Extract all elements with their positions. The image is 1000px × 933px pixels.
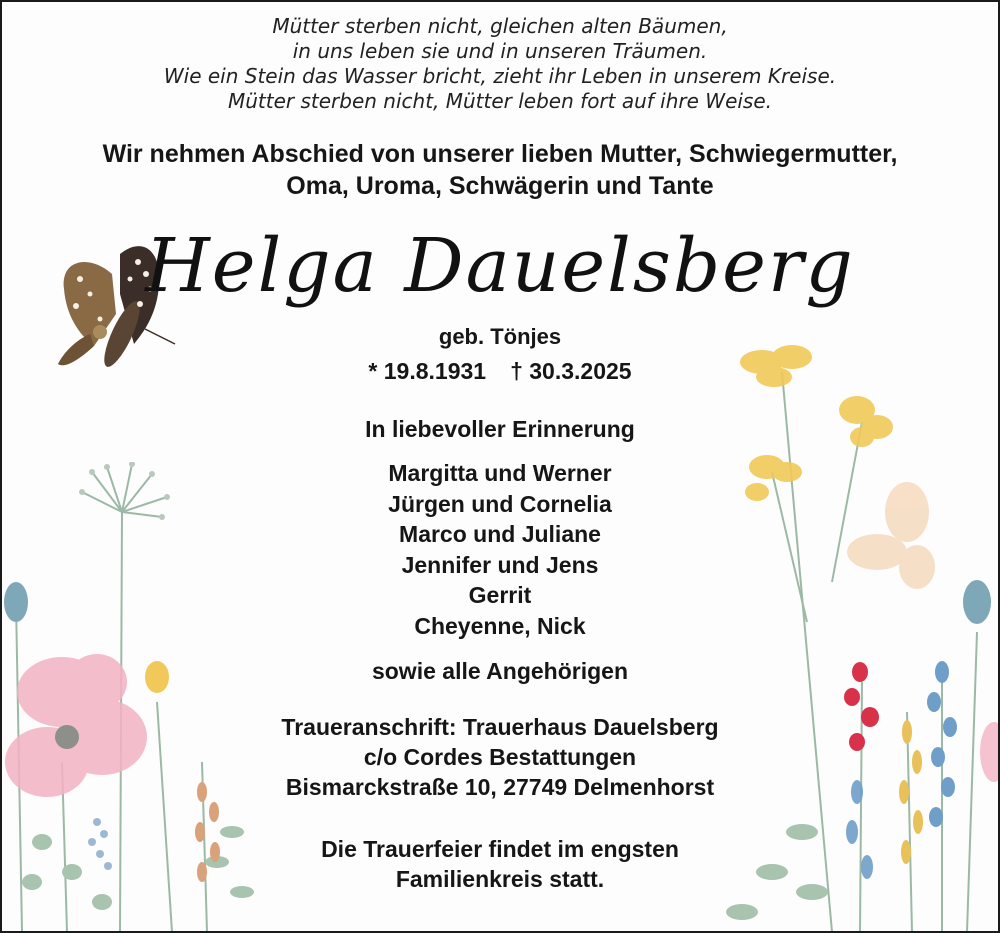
maiden-name: geb. Tönjes [438, 324, 562, 349]
intro-line: Oma, Uroma, Schwägerin und Tante [286, 172, 714, 200]
deceased-name: Helga Dauelsberg [145, 223, 855, 309]
address-line: Traueranschrift: Trauerhaus Dauelsberg [281, 714, 719, 740]
family-member: Jennifer und Jens [401, 551, 599, 578]
family-member: Gerrit [468, 582, 532, 608]
address-line: c/o Cordes Bestattungen [363, 744, 637, 770]
right-flowers-illustration [712, 332, 998, 932]
family-member: Jürgen und Cornelia [388, 490, 612, 517]
service-line: Familienkreis statt. [395, 866, 605, 892]
birth-date: * 19.8.1931 [368, 358, 487, 384]
intro-line: Wir nehmen Abschied von unserer lieben Mutter, Schwiegermutter, [102, 140, 898, 168]
relatives-line: sowie alle Angehörigen [371, 658, 629, 684]
left-flowers-illustration [2, 462, 262, 932]
poem [2, 14, 998, 114]
poem-line: Mütter sterben nicht, Mütter leben fort auf ihre Weise. [227, 89, 773, 113]
family-member: Margitta und Werner [388, 460, 612, 486]
service-line: Die Trauerfeier findet im engsten [321, 836, 679, 862]
address-line: Bismarckstraße 10, 27749 Delmenhorst [285, 774, 715, 800]
family-member: Marco und Juliane [399, 521, 601, 547]
poem-line: in uns leben sie und in unseren Träumen. [292, 39, 708, 63]
poem-line: Mütter sterben nicht, gleichen alten Bäumen, [272, 14, 728, 38]
memory-line: In liebevoller Erinnerung [365, 416, 635, 442]
farewell-intro [2, 138, 998, 202]
poem-line: Wie ein Stein das Wasser bricht, zieht ihr Leben in unserem Kreise. [163, 64, 837, 88]
family-member: Cheyenne, Nick [414, 612, 586, 639]
death-date: † 30.3.2025 [510, 358, 632, 384]
